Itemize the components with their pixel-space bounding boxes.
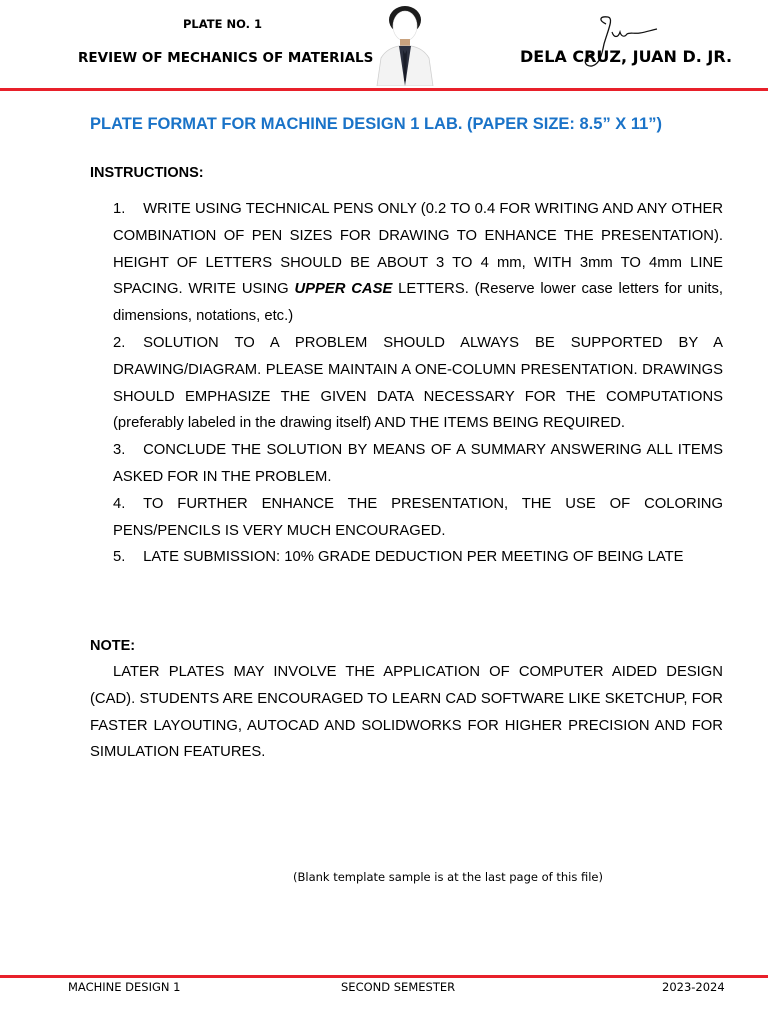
instruction-number: 2. bbox=[113, 334, 126, 351]
instructions-heading: INSTRUCTIONS: bbox=[90, 165, 204, 181]
instruction-item bbox=[113, 330, 723, 437]
student-photo bbox=[373, 0, 437, 86]
instruction-item bbox=[113, 196, 723, 330]
instruction-item bbox=[113, 544, 723, 571]
template-footnote: (Blank template sample is at the last page of this file) bbox=[293, 870, 603, 884]
instruction-text: LATE SUBMISSION: 10% GRADE DEDUCTION PER MEETING OF BEING LATE bbox=[143, 549, 684, 566]
header-divider bbox=[0, 88, 768, 91]
plate-subject: REVIEW OF MECHANICS OF MATERIALS bbox=[78, 50, 374, 66]
instruction-item bbox=[113, 491, 723, 545]
footer-semester: SECOND SEMESTER bbox=[341, 980, 456, 994]
author-name: DELA CRUZ, JUAN D. JR. bbox=[520, 47, 733, 66]
instruction-list bbox=[113, 196, 723, 571]
instruction-text: SOLUTION TO A PROBLEM SHOULD ALWAYS BE SUPPORTED BY A DRAWING/DIAGRAM. PLEASE MAINTAIN A ONE-COLUMN PRESENTATION. DRAWINGS SHOULD EMPHASIZE THE GIVEN DATA NECESSARY FOR THE COMPUTATIONS (preferably labeled in the drawing itself) AND THE ITEMS BEING REQUIRED. bbox=[113, 334, 723, 432]
instruction-text: LETTERS. (Reserve lower case letters for units, dimensions, notations, etc.) bbox=[113, 281, 724, 325]
footer-course: MACHINE DESIGN 1 bbox=[68, 980, 181, 994]
instruction-text: TO FURTHER ENHANCE THE PRESENTATION, THE USE OF COLORING PENS/PENCILS IS VERY MUCH ENCOURAGED. bbox=[113, 495, 723, 539]
instruction-item bbox=[113, 437, 723, 491]
note-body: LATER PLATES MAY INVOLVE THE APPLICATION OF COMPUTER AIDED DESIGN (CAD). STUDENTS ARE ENCOURAGED TO LEARN CAD SOFTWARE LIKE SKETCHUP, FOR FASTER LAYOUTING, AUTOCAD AND SOLIDWORKS FOR HIGHER PRECISION AND FOR SIMULATION FEATURES. bbox=[90, 664, 723, 761]
document-title: PLATE FORMAT FOR MACHINE DESIGN 1 LAB. (PAPER SIZE: 8.5” X 11”) bbox=[90, 115, 663, 133]
instruction-number: 3. bbox=[113, 442, 126, 459]
instruction-number: 5. bbox=[113, 549, 126, 566]
footer-divider bbox=[0, 975, 768, 978]
instruction-number: 4. bbox=[113, 495, 126, 512]
instruction-number: 1. bbox=[113, 201, 126, 217]
footer-year: 2023-2024 bbox=[662, 980, 725, 994]
plate-number: PLATE NO. 1 bbox=[183, 17, 262, 31]
instruction-emphasis: UPPER CASE bbox=[294, 281, 393, 298]
instruction-text: WRITE USING TECHNICAL PENS ONLY (0.2 TO 0.4 FOR WRITING AND ANY OTHER COMBINATION OF PEN SIZES FOR DRAWING TO ENHANCE THE PRESENTATION). HEIGHT OF LETTERS SHOULD BE ABOUT 3 TO 4 mm, WITH 3mm TO 4mm LINE SPACING. WRITE USING bbox=[113, 201, 723, 298]
note-heading: NOTE: bbox=[90, 638, 136, 654]
instruction-text: CONCLUDE THE SOLUTION BY MEANS OF A SUMMARY ANSWERING ALL ITEMS ASKED FOR IN THE PROBLEM. bbox=[113, 442, 723, 485]
